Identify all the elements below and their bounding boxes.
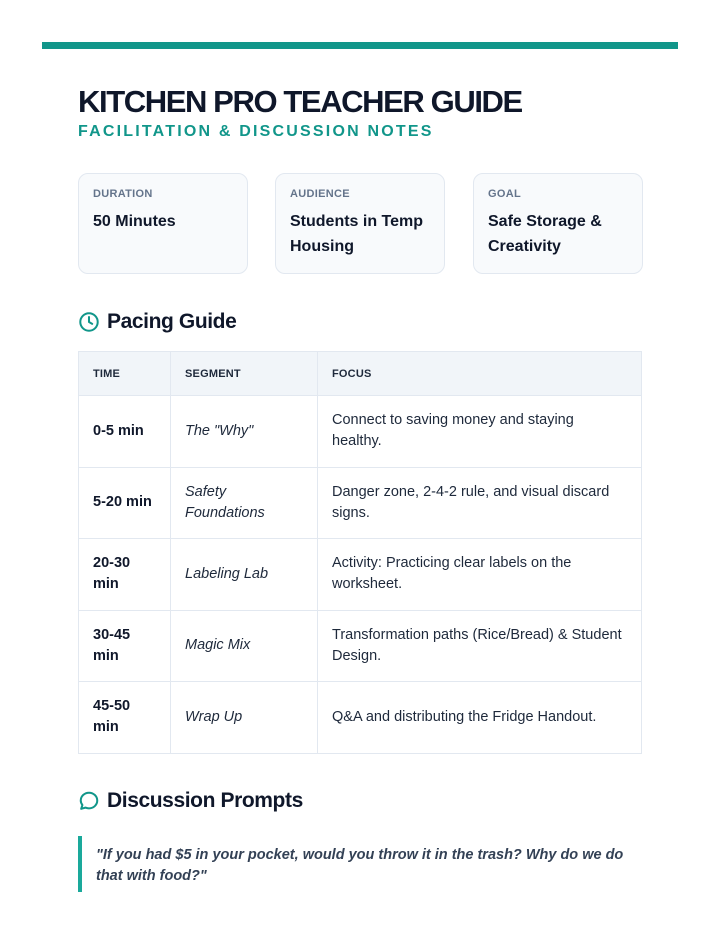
table-row [79,610,641,682]
table-header-row [79,352,641,395]
section-title: Discussion Prompts [107,789,303,812]
prompt-text: "If you had $5 in your pocket, would you throw it in the trash? Why do we do that with food?" [96,847,624,884]
row-time: 5-20 min [93,494,152,511]
row-time: 45-50 min [93,698,131,736]
row-time: 0-5 min [93,422,144,439]
column-header-time: TIME [93,367,121,380]
page-title: KITCHEN PRO TEACHER GUIDE [78,84,522,119]
pacing-table [78,351,642,754]
card-label: AUDIENCE [290,188,350,200]
info-card-goal [473,173,643,274]
discussion-prompt-quote [78,836,642,892]
card-value: Safe Storage & Creativity [488,213,602,255]
table-row [79,467,641,539]
card-label: GOAL [488,188,521,200]
table-row [79,538,641,610]
row-time: 30-45 min [93,626,131,664]
card-label: DURATION [93,188,153,200]
pacing-guide-heading [78,310,236,334]
row-focus: Q&A and distributing the Fridge Handout. [332,708,597,725]
table-row [79,681,641,753]
top-accent-bar [42,42,678,49]
row-segment: The "Why" [185,422,254,439]
info-card-duration [78,173,248,274]
column-header-segment: SEGMENT [170,352,317,395]
row-segment: Magic Mix [185,637,251,654]
speech-bubble-icon [78,790,100,812]
row-focus: Connect to saving money and staying healthy. [332,412,574,450]
discussion-prompts-heading [78,789,303,813]
row-focus: Danger zone, 2-4-2 rule, and visual discard signs. [332,483,610,521]
row-segment: Safety Foundations [185,483,265,521]
section-title: Pacing Guide [107,310,237,333]
column-header-focus: FOCUS [317,352,641,395]
row-focus: Activity: Practicing clear labels on the worksheet. [332,555,572,593]
clock-icon [78,311,100,333]
table-row [79,395,641,467]
info-card-audience [275,173,445,274]
row-time: 20-30 min [93,555,131,593]
row-segment: Wrap Up [185,708,243,725]
card-value: Students in Temp Housing [290,213,424,255]
page-subtitle: FACILITATION & DISCUSSION NOTES [78,123,434,140]
row-focus: Transformation paths (Rice/Bread) & Student Design. [332,626,622,664]
card-value: 50 Minutes [93,213,176,230]
row-segment: Labeling Lab [185,565,269,582]
